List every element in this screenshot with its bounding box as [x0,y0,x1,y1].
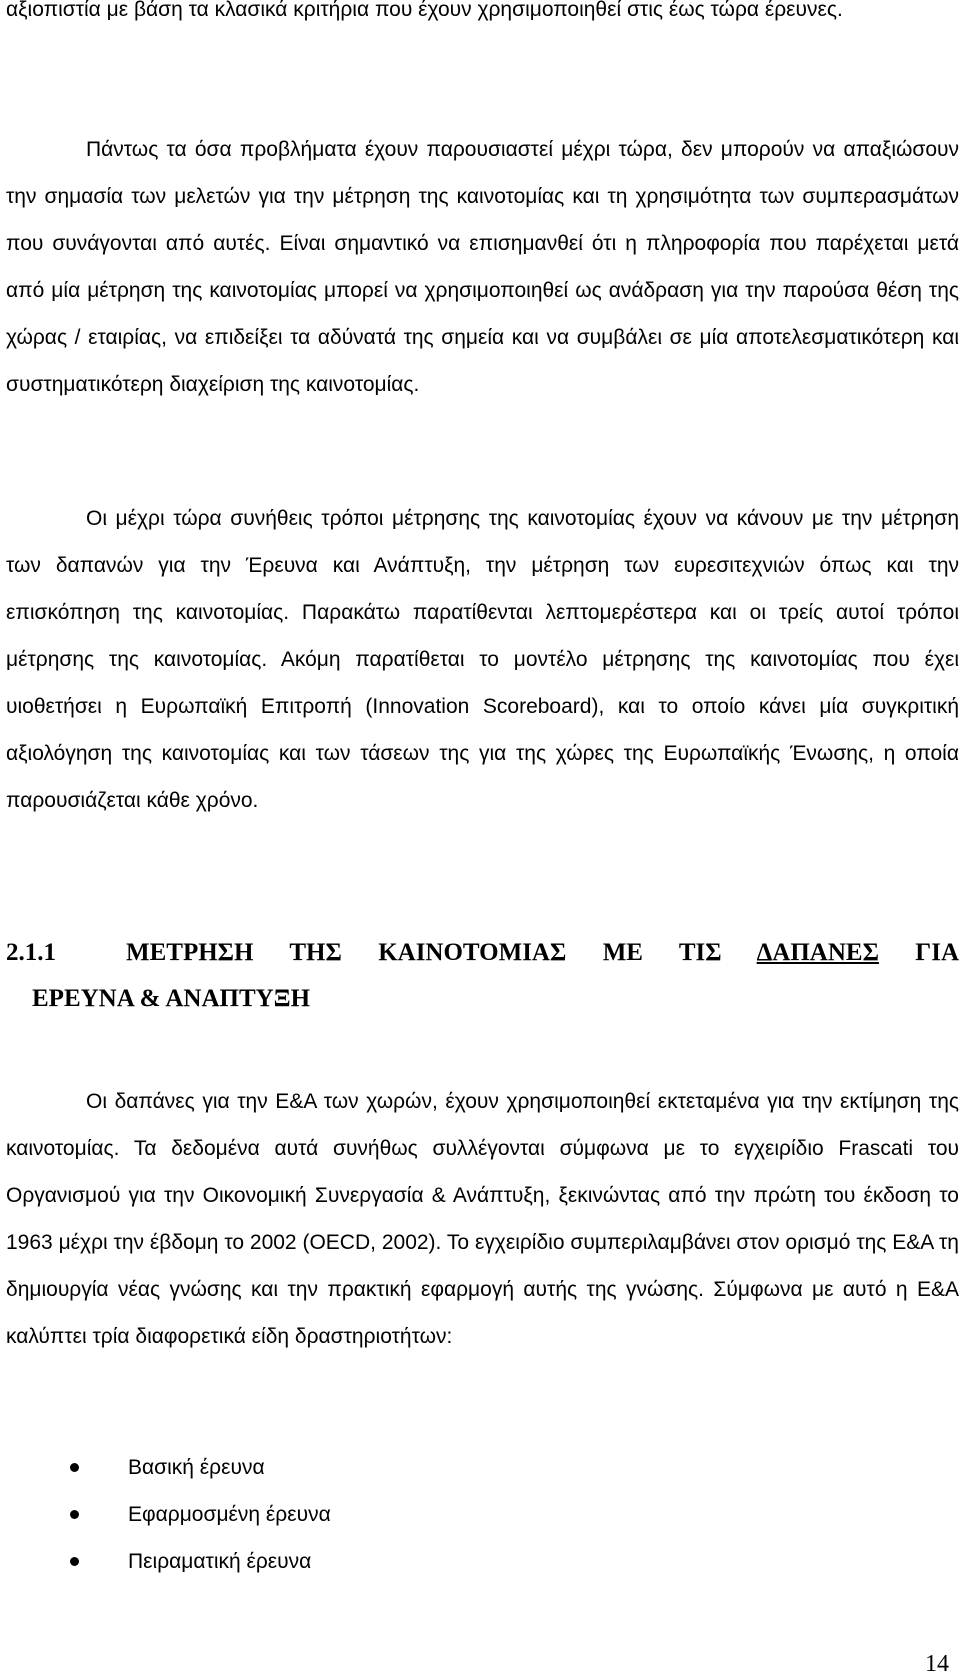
paragraph-rd-expenditure: Οι δαπάνες για την Ε&Α των χωρών, έχουν χρησιμοποιηθεί εκτεταμένα για την εκτίμηση της καινοτομίας. Τα δεδομένα αυτά συνήθως συλλέγονται σύμφωνα με το εγχειρίδιο Frascati του Οργανισμού για την Οικονομική Συνεργασία & Ανάπτυξη, ξεκινώντας από την πρώτη του έκδοση το 1963 μέχρι την έβδομη το 2002 (OECD, 2002). Το εγχειρίδιο συμπεριλαμβάνει στον ορισμό της Ε&Α τη δημιουργία νέας γνώσης και την πρακτική εφαρμογή αυτής της γνώσης. Σύμφωνα με αυτό η Ε&Α καλύπτει τρία διαφορετικά είδη δραστηριοτήτων: [6,1090,959,1348]
section-title-part-1: ΜΕΤΡΗΣΗ ΤΗΣ ΚΑΙΝΟΤΟΜΙΑΣ ΜΕ ΤΙΣ [126,939,757,966]
section-title-underlined: ΔΑΠΑΝΕΣ [756,939,879,966]
document-page [6,0,960,1678]
list-item-text: Εφαρμοσμένη έρευνα [128,1503,331,1526]
list-item-text: Πειραματική έρευνα [128,1550,312,1573]
section-title-line-2: ΕΡΕΥΝΑ & ΑΝΑΠΤΥΞΗ [32,985,311,1012]
paragraph-continuation: αξιοπιστία με βάση τα κλασικά κριτήρια που έχουν χρησιμοποιηθεί στις έως τώρα έρευνες. [6,0,843,21]
section-title-line-1 [126,938,959,968]
section-title-part-2: ΓΙΑ [878,939,959,966]
list-item-text: Βασική έρευνα [128,1456,265,1479]
page-number: 14 [925,1651,949,1677]
paragraph-problems: Πάντως τα όσα προβλήματα έχουν παρουσιαστεί μέχρι τώρα, δεν μπορούν να απαξιώσουν την σημασία των μελετών για την μέτρηση της καινοτομίας και τη χρησιμότητα των συμπερασμάτων που συνάγονται από αυτές. Είναι σημαντικό να επισημανθεί ότι η πληροφορία που παρέχεται μετά από μία μέτρηση της καινοτομίας μπορεί να χρησιμοποιηθεί ως ανάδραση για την παρούσα θέση της χώρας / εταιρίας, να επιδείξει τα αδύνατά της σημεία και να συμβάλει σε μία αποτελεσματικότερη και συστηματικότερη διαχείριση της καινοτομίας. [6,138,959,396]
bullet-icon [70,1463,79,1472]
paragraph-measurement-methods: Οι μέχρι τώρα συνήθεις τρόποι μέτρησης της καινοτομίας έχουν να κάνουν με την μέτρηση των δαπανών για την Έρευνα και Ανάπτυξη, την μέτρηση των ευρεσιτεχνιών όπως και την επισκόπηση της καινοτομίας. Παρακάτω παρατίθενται λεπτομερέστερα και οι τρείς αυτοί τρόποι μέτρησης της καινοτομίας. Ακόμη παρατίθεται το μοντέλο μέτρησης της καινοτομίας που έχει υιοθετήσει η Ευρωπαϊκή Επιτροπή (Innovation Scoreboard), και το οποίο κάνει μία συγκριτική αξιολόγηση της καινοτομίας και των τάσεων της για της χώρες της Ευρωπαϊκής Ένωσης, η οποία παρουσιάζεται κάθε χρόνο. [6,507,959,812]
bullet-icon [70,1557,79,1566]
section-heading-line-1 [6,938,959,968]
section-number: 2.1.1 [6,939,56,966]
bullet-icon [70,1510,79,1519]
